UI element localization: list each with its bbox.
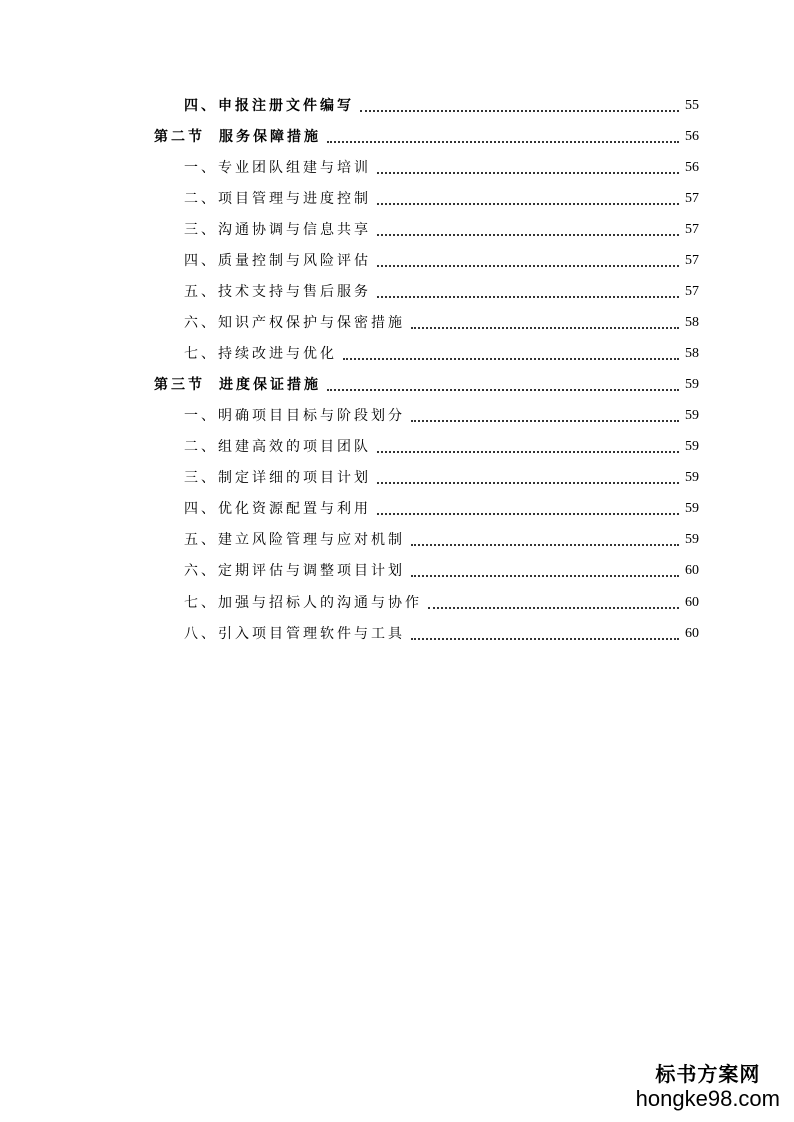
toc-page-number: 57 [685, 222, 699, 237]
toc-leader-dots [411, 573, 679, 577]
toc-section-entry[interactable] [154, 127, 699, 147]
toc-entry[interactable] [184, 282, 699, 302]
toc-entry[interactable] [184, 313, 699, 333]
toc-section-title: 服务保障措施 [219, 129, 321, 145]
toc-leader-dots [377, 263, 679, 267]
toc-page-number: 57 [685, 191, 699, 206]
toc-entry-title: 七、加强与招标人的沟通与协作 [184, 595, 422, 611]
toc-entry-title: 二、组建高效的项目团队 [184, 439, 371, 455]
toc-leader-dots [377, 294, 679, 298]
toc-entry-title: 四、申报注册文件编写 [184, 98, 354, 114]
toc-page-number: 60 [685, 595, 699, 610]
toc-leader-dots [377, 232, 679, 236]
toc-entry-title: 五、技术支持与售后服务 [184, 284, 371, 300]
toc-page-number: 59 [685, 501, 699, 516]
toc-page-number: 57 [685, 253, 699, 268]
toc-entry[interactable] [184, 158, 699, 178]
toc-leader-dots [377, 201, 679, 205]
toc-entry[interactable] [184, 220, 699, 240]
toc-entry-title: 三、制定详细的项目计划 [184, 470, 371, 486]
toc-entry[interactable] [184, 344, 699, 364]
toc-page-number: 57 [685, 284, 699, 299]
toc-entry-title: 六、定期评估与调整项目计划 [184, 563, 405, 579]
toc-page-number: 59 [685, 377, 699, 392]
toc-leader-dots [327, 139, 679, 143]
toc-section-title: 进度保证措施 [219, 377, 321, 393]
toc-page-number: 59 [685, 532, 699, 547]
toc-page-number: 58 [685, 315, 699, 330]
watermark-url: hongke98.com [635, 1086, 780, 1111]
toc-entry[interactable] [184, 530, 699, 550]
toc-page-number: 59 [685, 408, 699, 423]
toc-leader-dots [411, 542, 679, 546]
watermark-site-name: 标书方案网 [655, 1062, 761, 1086]
toc-entry-title: 一、明确项目目标与阶段划分 [184, 408, 405, 424]
toc-entry-title: 七、持续改进与优化 [184, 346, 337, 362]
toc-entry[interactable] [184, 251, 699, 271]
toc-section-label: 第二节 [154, 129, 205, 145]
toc-entry[interactable] [184, 561, 699, 581]
toc-leader-dots [377, 511, 679, 515]
toc-entry[interactable] [184, 624, 699, 644]
toc-leader-dots [377, 480, 679, 484]
toc-entry[interactable] [184, 406, 699, 426]
toc-leader-dots [411, 636, 679, 640]
toc-page-number: 55 [685, 98, 699, 113]
toc-entry-title: 五、建立风险管理与应对机制 [184, 532, 405, 548]
toc-leader-dots [428, 605, 679, 609]
toc-entry-title: 八、引入项目管理软件与工具 [184, 626, 405, 642]
toc-entry-title: 六、知识产权保护与保密措施 [184, 315, 405, 331]
toc-leader-dots [411, 325, 679, 329]
toc-leader-dots [343, 356, 679, 360]
toc-entry-title: 三、沟通协调与信息共享 [184, 222, 371, 238]
toc-leader-dots [377, 449, 679, 453]
toc-section-label: 第三节 [154, 377, 205, 393]
toc-page-number: 56 [685, 129, 699, 144]
toc-page-number: 60 [685, 626, 699, 641]
toc-entry-title: 四、质量控制与风险评估 [184, 253, 371, 269]
toc-entry-title: 一、专业团队组建与培训 [184, 160, 371, 176]
toc-page-number: 56 [685, 160, 699, 175]
toc-entry[interactable] [184, 96, 699, 116]
toc-page-number: 59 [685, 439, 699, 454]
toc-page-number: 58 [685, 346, 699, 361]
toc-leader-dots [327, 387, 679, 391]
toc-leader-dots [360, 108, 679, 112]
toc-entry[interactable] [184, 189, 699, 209]
toc-leader-dots [377, 170, 679, 174]
toc-entry[interactable] [184, 593, 699, 613]
toc-leader-dots [411, 418, 679, 422]
toc-entry-title: 四、优化资源配置与利用 [184, 501, 371, 517]
toc-section-entry[interactable] [154, 375, 699, 395]
site-watermark [636, 1062, 780, 1112]
toc-entry[interactable] [184, 468, 699, 488]
toc-page-number: 59 [685, 470, 699, 485]
toc-page-number: 60 [685, 563, 699, 578]
toc-entry[interactable] [184, 437, 699, 457]
toc-entry-title: 二、项目管理与进度控制 [184, 191, 371, 207]
toc-entry[interactable] [184, 499, 699, 519]
